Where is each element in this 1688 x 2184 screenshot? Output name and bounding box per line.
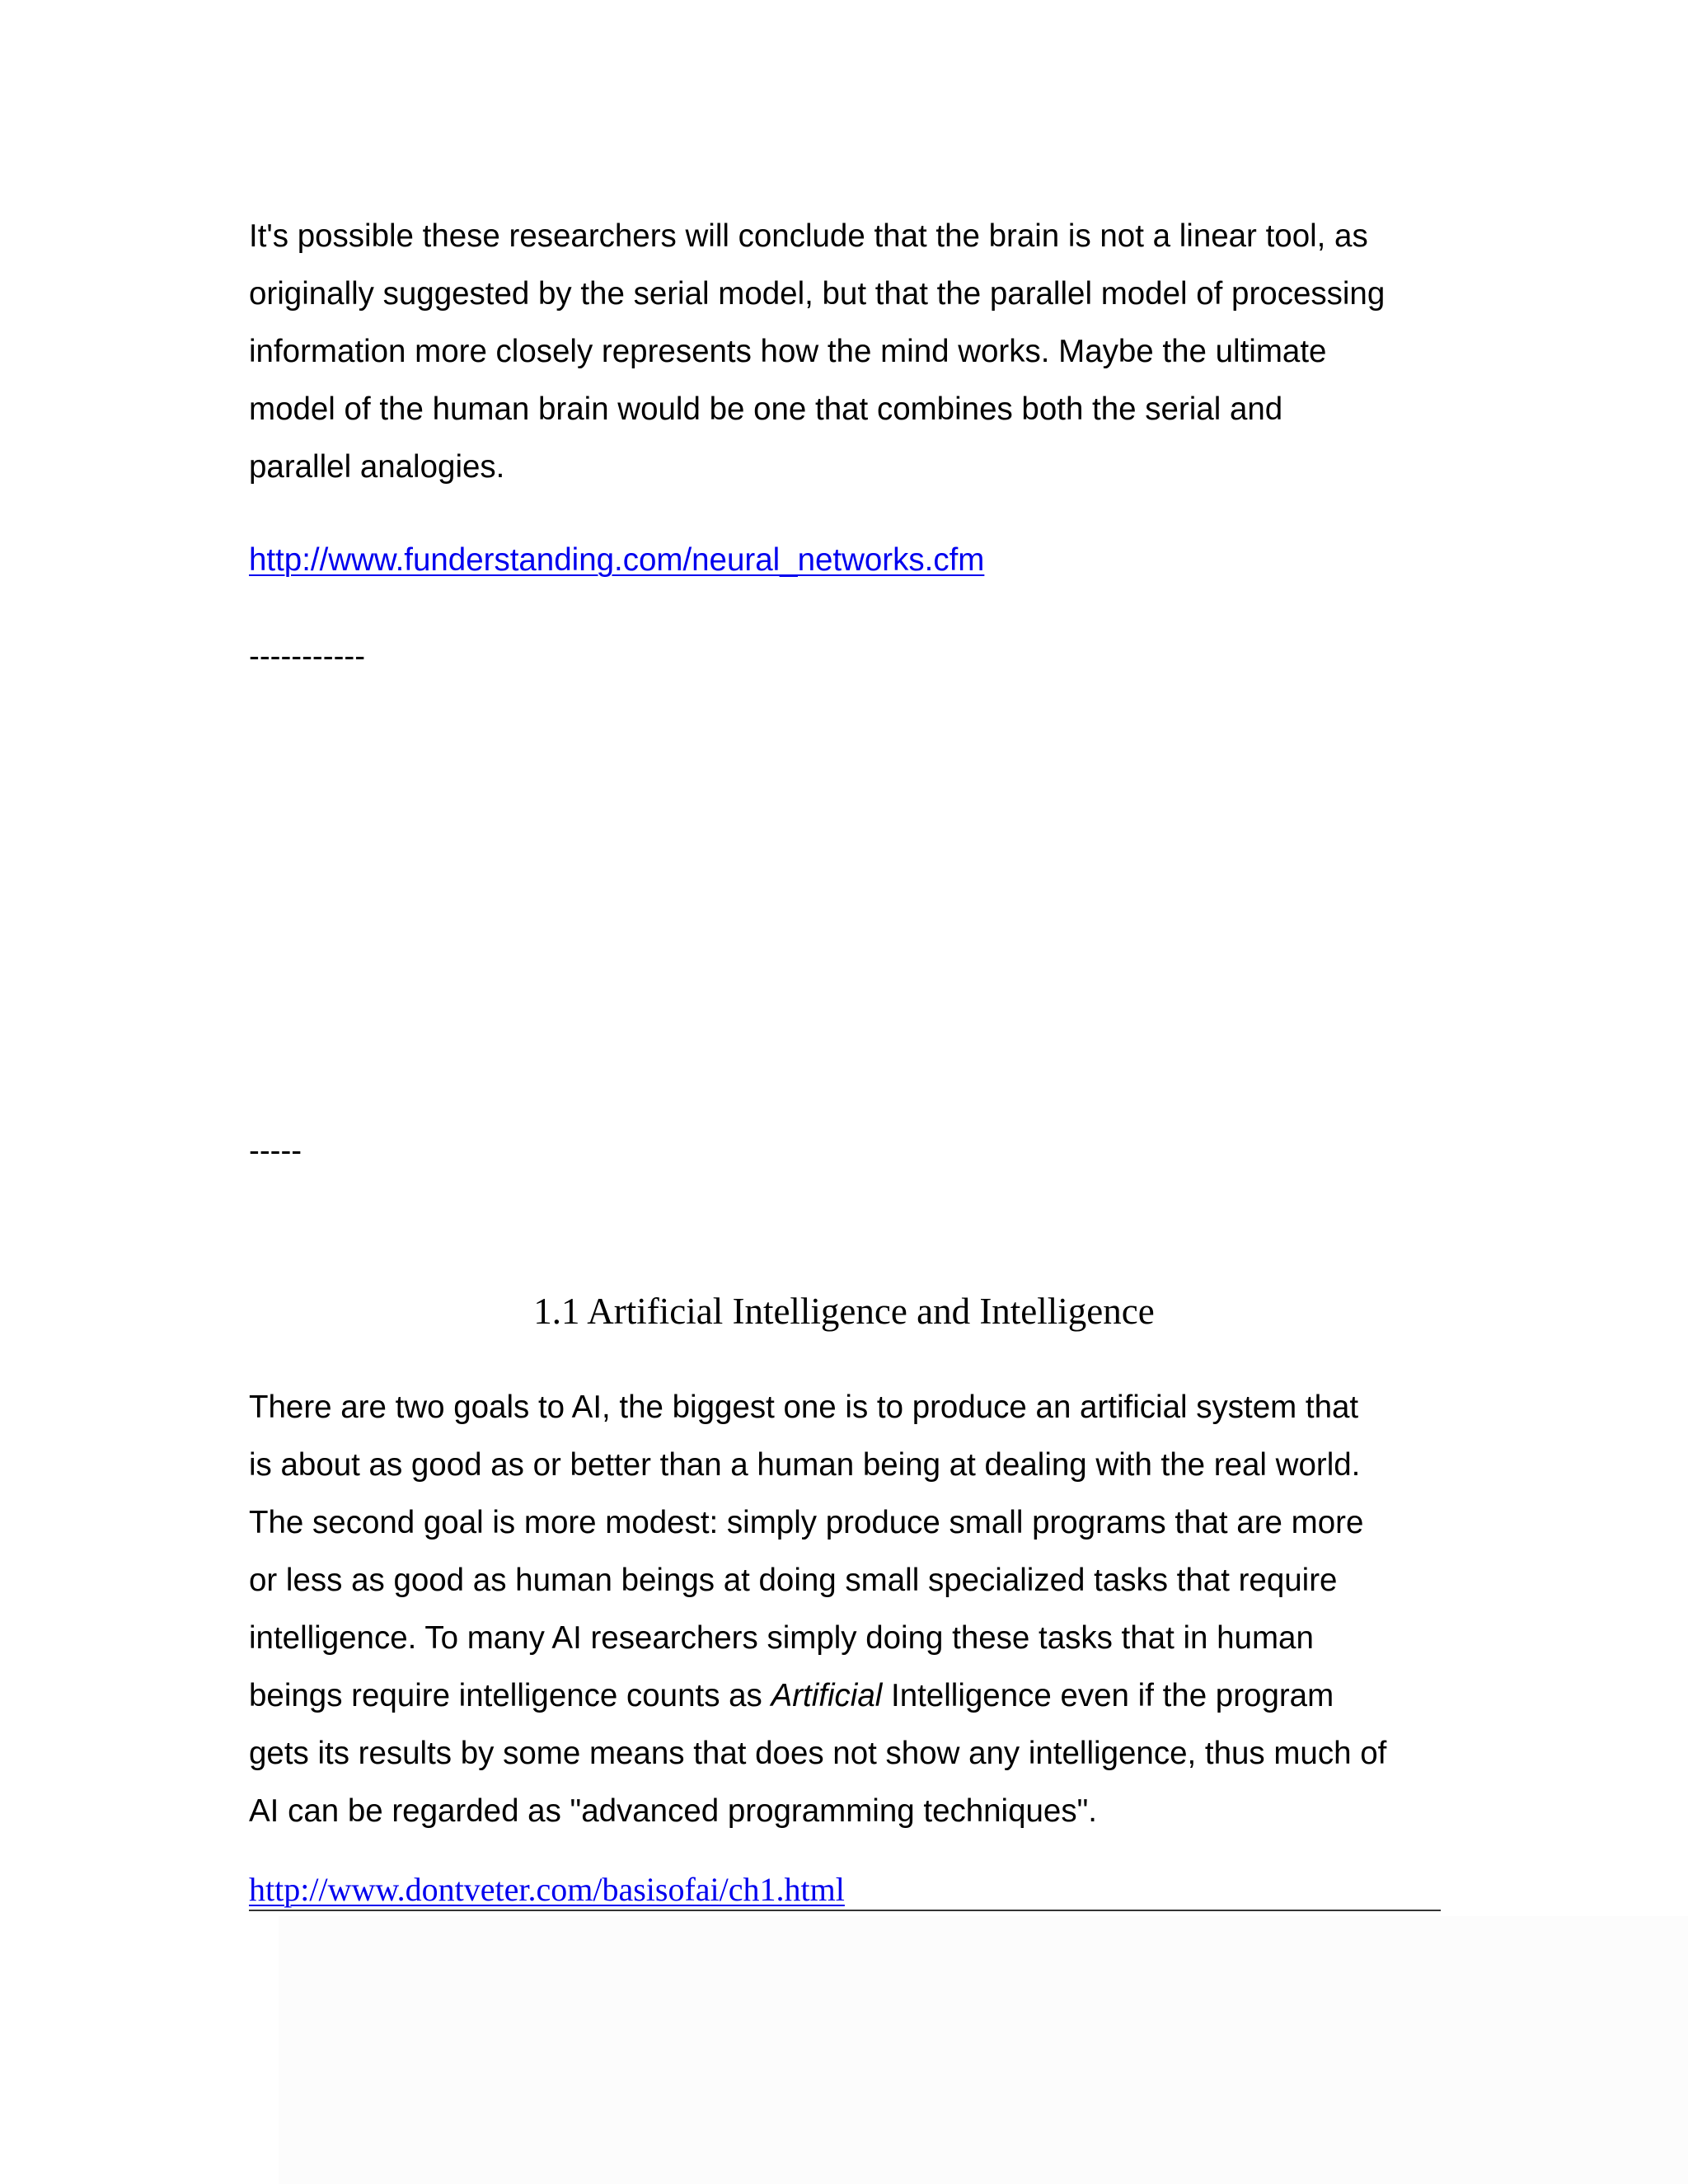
dontveter-link[interactable]: http://www.dontveter.com/basisofai/ch1.html [249,1871,845,1908]
separator-row [249,636,1444,684]
paragraph-text [249,1379,1444,1840]
paragraph-line: The second goal is more modest: simply produce small programs that are more [249,1505,1364,1540]
paragraph-ai-goals [249,1379,1444,1840]
source-link-row [249,540,1444,588]
paragraph-line: originally suggested by the serial model, but that the parallel model of processing [249,276,1386,312]
paragraph-text [249,208,1444,496]
paragraph-line: is about as good as or better than a human being at dealing with the real world. [249,1447,1361,1483]
paragraph-line: It's possible these researchers will conclude that the brain is not a linear tool, as [249,218,1368,254]
section-heading: 1.1 Artificial Intelligence and Intelligence [533,1291,1155,1332]
paragraph-line: model of the human brain would be one that combines both the serial and [249,391,1283,427]
paragraph-line: gets its results by some means that does not show any intelligence, thus much of [249,1736,1387,1771]
paragraph-line: parallel analogies. [249,449,505,485]
paragraph-brain-models [249,208,1444,496]
text-before-italic: beings require intelligence counts as [249,1678,771,1713]
paragraph-line: or less as good as human beings at doing small specialized tasks that require [249,1563,1338,1598]
text-after-italic: Intelligence even if the program [882,1678,1334,1713]
paragraph-line: There are two goals to AI, the biggest one is to produce an artificial system that [249,1390,1359,1425]
paragraph-line: information more closely represents how the mind works. Maybe the ultimate [249,334,1327,369]
paragraph-line-mixed [249,1667,1444,1725]
funderstanding-link[interactable]: http://www.funderstanding.com/neural_networks.cfm [249,542,985,578]
separator-short: ----- [249,1133,302,1169]
paragraph-line: AI can be regarded as "advanced programming techniques". [249,1793,1097,1829]
horizontal-rule [249,1910,1441,1911]
background-panel [279,1916,1688,2184]
italic-word: Artificial [771,1678,883,1713]
separator-long: ----------- [249,639,366,674]
separator-row [249,1131,1444,1179]
paragraph-line: intelligence. To many AI researchers simply doing these tasks that in human [249,1620,1314,1656]
